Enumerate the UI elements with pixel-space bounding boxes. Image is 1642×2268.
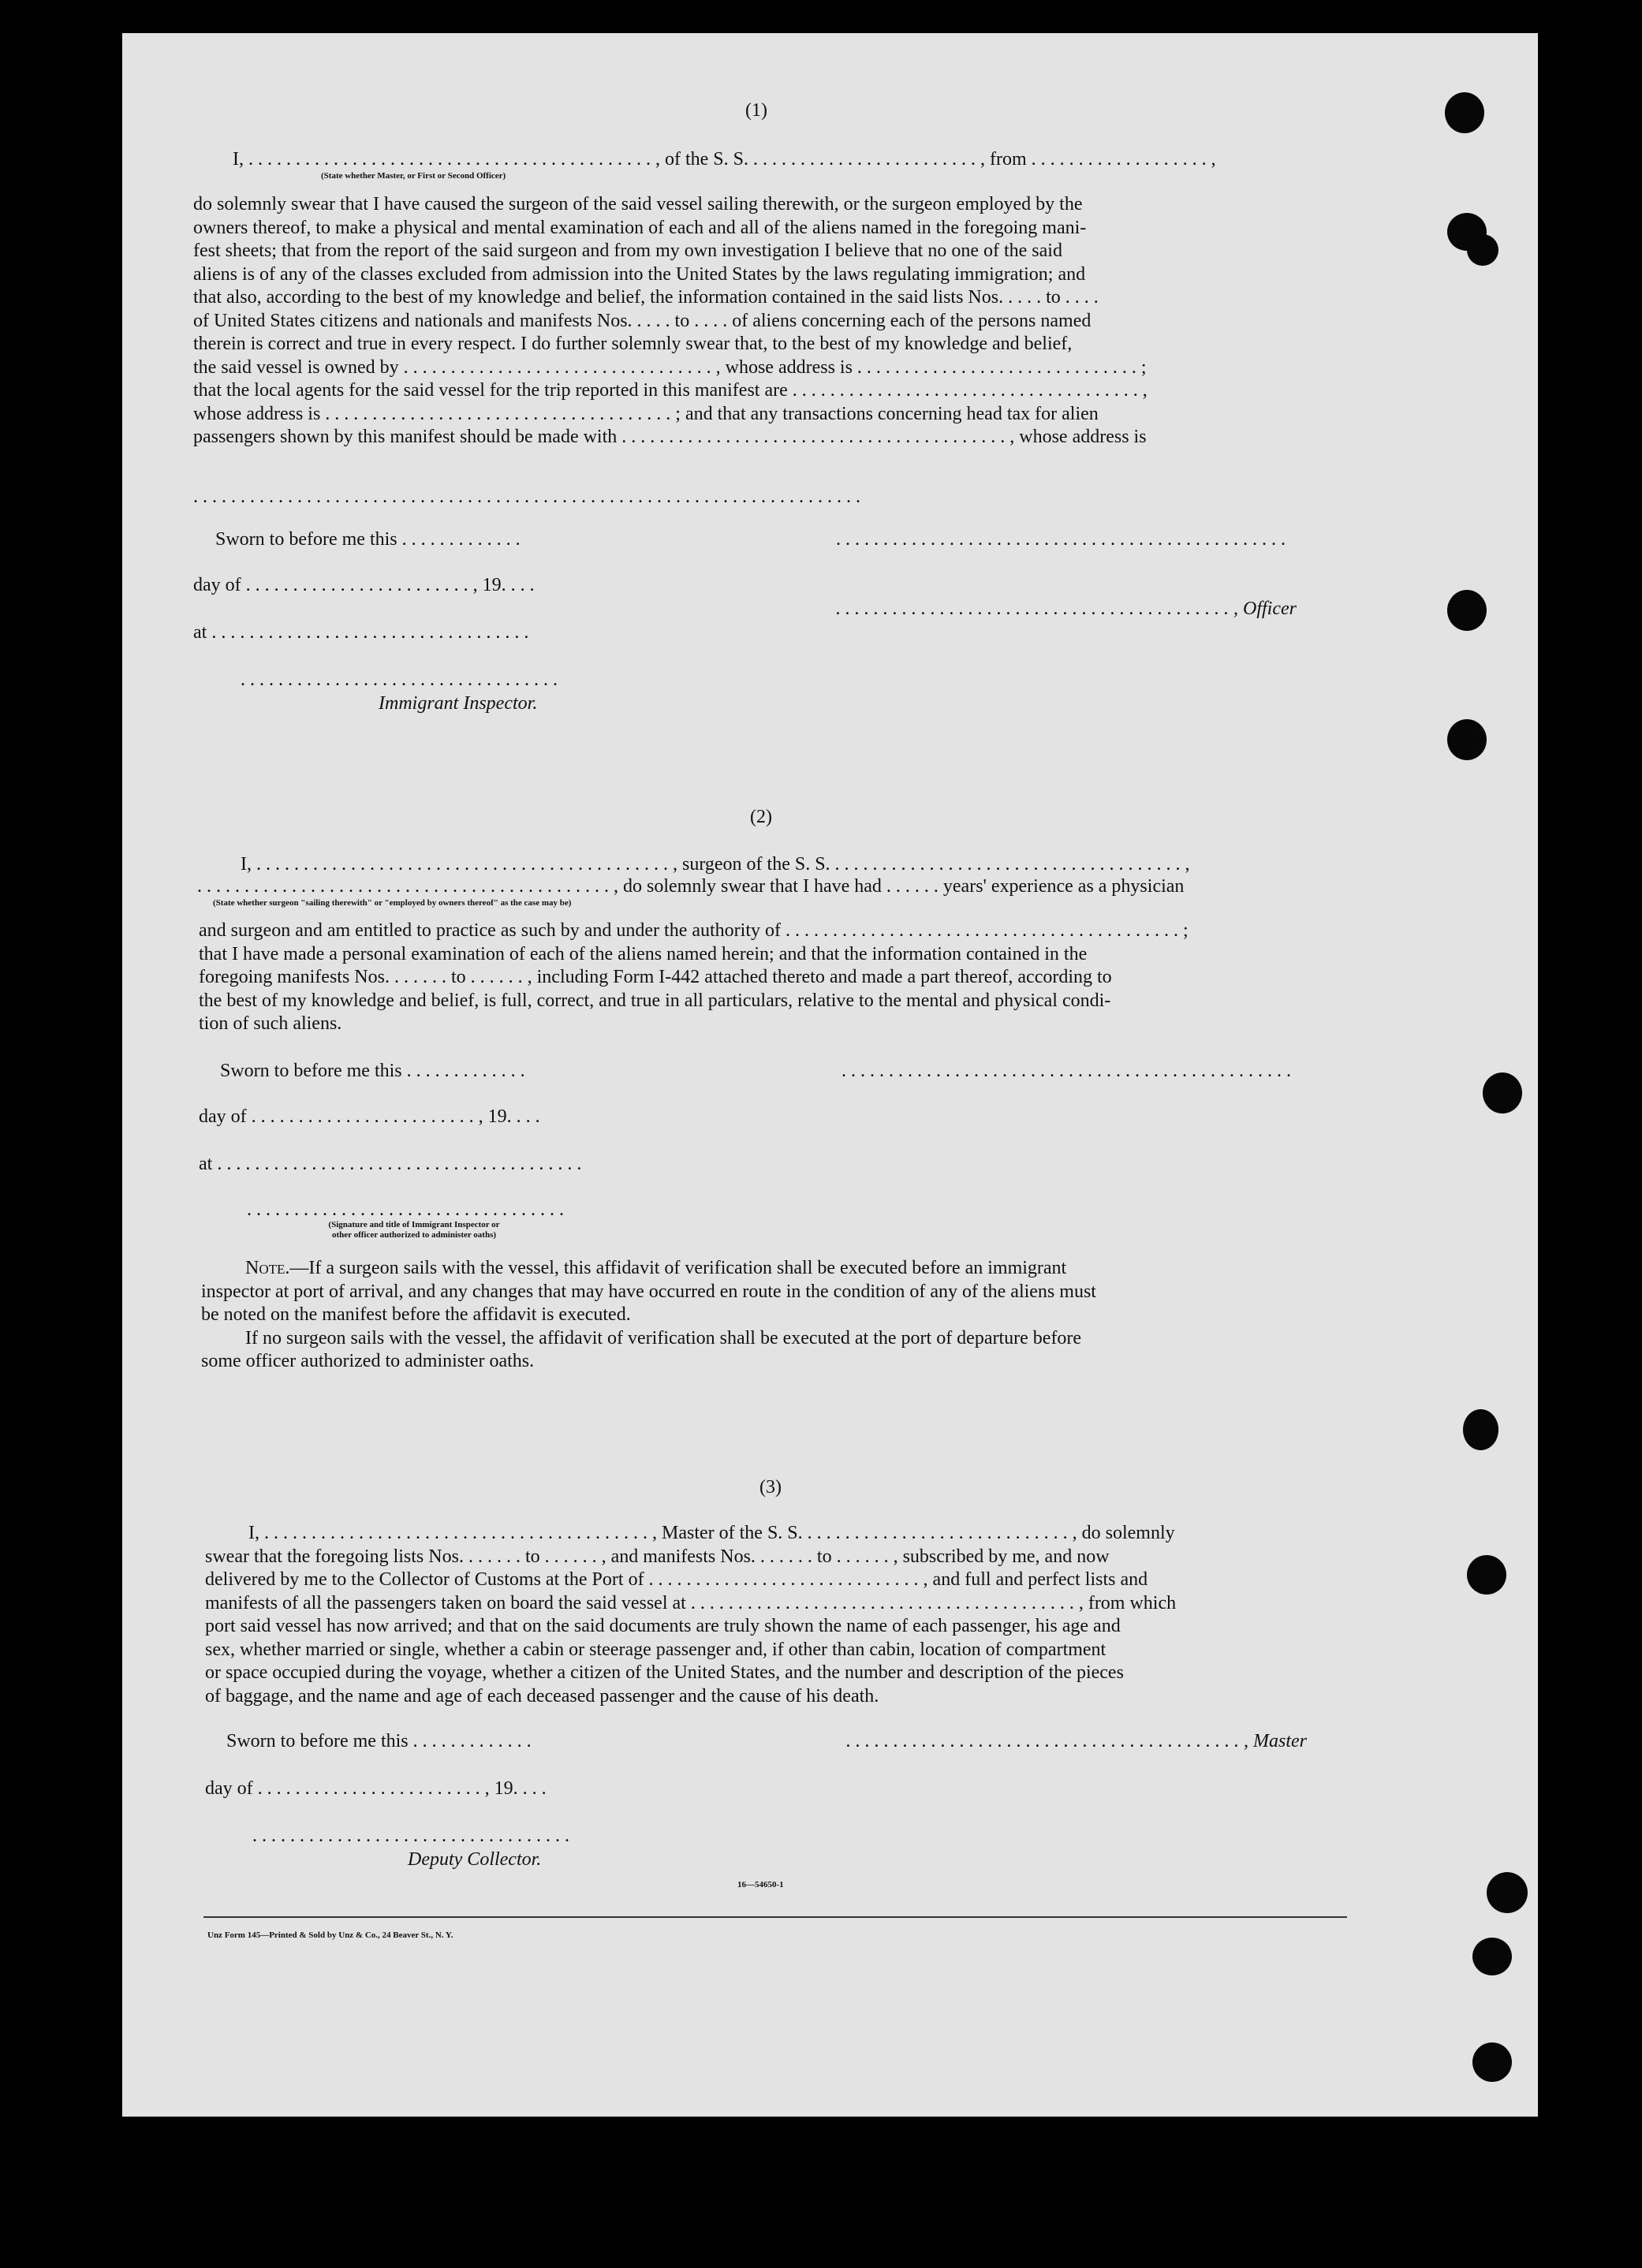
section-2-at: at . . . . . . . . . . . . . . . . . . . . . . . . . . . . . . . . . . . . . . . xyxy=(199,1154,582,1174)
note-line: inspector at port of arrival, and any changes that may have occurred en route in the condition of any of the aliens must xyxy=(201,1281,1096,1302)
section-2-inspector-dots: . . . . . . . . . . . . . . . . . . . . . . . . . . . . . . . . . . xyxy=(247,1199,564,1220)
print-code: 16—54650-1 xyxy=(737,1880,784,1889)
section-1-officer-note: (State whether Master, or First or Second Officer) xyxy=(321,171,506,181)
body-line: the said vessel is owned by . . . . . . . . . . . . . . . . . . . . . . . . . . . . . . . . . , whose address is . . . . . . . . . . . . . . . . . . . . . . . . . . . . . . ; xyxy=(193,356,1147,378)
printer-imprint: Unz Form 145—Printed & Sold by Unz & Co., 24 Beaver St., N. Y. xyxy=(207,1930,453,1940)
section-1-trailing-dots: . . . . . . . . . . . . . . . . . . . . . . . . . . . . . . . . . . . . . . . . . . . . . . . . . . . . . . . . . . . . . . . . . . . . . . . xyxy=(193,487,860,507)
body-line: passengers shown by this manifest should be made with . . . . . . . . . . . . . . . . . . . . . . . . . . . . . . . . . . . . . . . . . , whose address is xyxy=(193,427,1147,447)
note-line xyxy=(201,1257,1341,1281)
section-2-sworn: Sworn to before me this . . . . . . . . . . . . . xyxy=(220,1061,525,1081)
body-line: the best of my knowledge and belief, is full, correct, and true in all particulars, relative to the mental and physical condi- xyxy=(199,990,1111,1011)
section-3-collector-dots: . . . . . . . . . . . . . . . . . . . . . . . . . . . . . . . . . . xyxy=(252,1826,569,1846)
body-line: I, . . . . . . . . . . . . . . . . . . . . . . . . . . . . . . . . . . . . . . . . . , Master of the S. S. . . . . . . . . . . . . . . . . . . . . . . . . . . . . , do solemnly xyxy=(248,1523,1175,1543)
section-3-affidavit-body xyxy=(205,1522,1345,1708)
section-3-collector-label: Deputy Collector. xyxy=(408,1849,542,1870)
punch-hole xyxy=(1463,1409,1498,1450)
body-line: of United States citizens and nationals and manifests Nos. . . . . to . . . . of aliens concerning each of the persons named xyxy=(193,310,1092,331)
section-3-number: (3) xyxy=(759,1477,782,1498)
body-line: port said vessel has now arrived; and that on the said documents are truly shown the name of each passenger, his age and xyxy=(205,1616,1121,1636)
section-1-opening-line: I, . . . . . . . . . . . . . . . . . . . . . . . . . . . . . . . . . . . . . . . . . . . , of the S. S. . . . . . . . . . . . . . . . . . . . . . . . . , from . . . . . . . . . . . . . . . . . . . , xyxy=(233,149,1216,170)
note-line: If no surgeon sails with the vessel, the affidavit of verification shall be executed at the port of departure before xyxy=(245,1327,1082,1348)
body-line: and surgeon and am entitled to practice as such by and under the authority of . . . . . . . . . . . . . . . . . . . . . . . . . . . . . . . . . . . . . . . . . . ; xyxy=(199,920,1189,941)
section-2-line-2: . . . . . . . . . . . . . . . . . . . . . . . . . . . . . . . . . . . . . . . . . . . . , do solemnly swear that I have had . . . . . . years' experience as a physician xyxy=(197,876,1185,897)
section-1-inspector-label: Immigrant Inspector. xyxy=(379,693,538,714)
section-1-day: day of . . . . . . . . . . . . . . . . . . . . . . . . , 19. . . . xyxy=(193,575,535,595)
note-text: —If a surgeon sails with the vessel, this affidavit of verification shall be executed before an immigrant xyxy=(289,1258,1067,1278)
section-1-sworn: Sworn to before me this . . . . . . . . . . . . . xyxy=(215,529,521,550)
body-line: manifests of all the passengers taken on board the said vessel at . . . . . . . . . . . . . . . . . . . . . . . . . . . . . . . . . . . . . . . . . , from which xyxy=(205,1592,1177,1613)
section-1-inspector-dots: . . . . . . . . . . . . . . . . . . . . . . . . . . . . . . . . . . xyxy=(241,670,558,690)
body-line: that also, according to the best of my knowledge and belief, the information contained in the said lists Nos. . . . . to . . . . xyxy=(193,287,1099,308)
note-line: some officer authorized to administer oaths. xyxy=(201,1351,535,1371)
body-line: whose address is . . . . . . . . . . . . . . . . . . . . . . . . . . . . . . . . . . . . . ; and that any transactions concerning head tax for alien xyxy=(193,403,1099,424)
section-1-number: (1) xyxy=(745,100,767,121)
body-line: or space occupied during the voyage, whether a citizen of the United States, and the number and description of the pieces xyxy=(205,1662,1124,1683)
section-1-officer-line: . . . . . . . . . . . . . . . . . . . . . . . . . . . . . . . . . . . . . . . . . . , Officer xyxy=(836,599,1297,619)
punch-hole xyxy=(1487,1872,1528,1913)
body-line: that I have made a personal examination of each of the aliens named herein; and that the information contained in the xyxy=(199,943,1088,964)
section-3-day: day of . . . . . . . . . . . . . . . . . . . . . . . . , 19. . . . xyxy=(205,1778,547,1799)
section-2-number: (2) xyxy=(750,807,772,827)
section-2-day: day of . . . . . . . . . . . . . . . . . . . . . . . . , 19. . . . xyxy=(199,1106,540,1127)
form-page xyxy=(122,33,1538,2117)
body-line: delivered by me to the Collector of Customs at the Port of . . . . . . . . . . . . . . . . . . . . . . . . . . . . . , and full and perfect lists and xyxy=(205,1569,1148,1590)
section-2-line-1: I, . . . . . . . . . . . . . . . . . . . . . . . . . . . . . . . . . . . . . . . . . . . . , surgeon of the S. S. . . . . . . . . . . . . . . . . . . . . . . . . . . . . . . . . . . . . . , xyxy=(241,854,1190,875)
body-line: tion of such aliens. xyxy=(199,1013,342,1034)
note-head: Note. xyxy=(245,1258,290,1278)
section-2-inspector-label-2: other officer authorized to administer oaths) xyxy=(331,1230,497,1240)
body-line: that the local agents for the said vessel for the trip reported in this manifest are . . . . . . . . . . . . . . . . . . . . . . . . . . . . . . . . . . . . . , xyxy=(193,380,1148,401)
section-3-sworn: Sworn to before me this . . . . . . . . . . . . . xyxy=(226,1731,532,1751)
punch-hole xyxy=(1447,719,1487,760)
body-line: swear that the foregoing lists Nos. . . . . . . to . . . . . . , and manifests Nos. . . . . . . to . . . . . . , subscribed by me, and now xyxy=(205,1546,1110,1567)
section-2-affidavit-body xyxy=(199,920,1338,1036)
section-3-master-line: . . . . . . . . . . . . . . . . . . . . . . . . . . . . . . . . . . . . . . . . . . , Master xyxy=(846,1731,1307,1751)
body-line: of baggage, and the name and age of each deceased passenger and the cause of his death. xyxy=(205,1685,879,1707)
punch-hole xyxy=(1472,1938,1512,1975)
punch-hole xyxy=(1467,1555,1506,1595)
punch-hole xyxy=(1483,1072,1522,1113)
body-line: do solemnly swear that I have caused the surgeon of the said vessel sailing therewith, or the surgeon employed by the xyxy=(193,194,1083,214)
section-1-at: at . . . . . . . . . . . . . . . . . . . . . . . . . . . . . . . . . . xyxy=(193,622,529,643)
section-1-affidavit-body xyxy=(193,193,1333,449)
body-line: sex, whether married or single, whether a cabin or steerage passenger and, if other than cabin, location of compartment xyxy=(205,1639,1106,1660)
footer-rule xyxy=(203,1916,1347,1918)
punch-hole xyxy=(1445,92,1484,133)
body-line: fest sheets; that from the report of the said surgeon and from my own investigation I believe that no one of the said xyxy=(193,241,1062,261)
section-2-surgeon-note: (State whether surgeon "sailing therewith" or "employed by owners thereof" as the case may be) xyxy=(213,898,572,908)
body-line: therein is correct and true in every respect. I do further solemnly swear that, to the best of my knowledge and belief, xyxy=(193,334,1073,354)
section-2-note xyxy=(201,1257,1341,1374)
section-1-signature-dots: . . . . . . . . . . . . . . . . . . . . . . . . . . . . . . . . . . . . . . . . . . . . . . . . xyxy=(836,529,1286,550)
section-2-inspector-label-1: (Signature and title of Immigrant Inspector or xyxy=(328,1220,500,1229)
body-line: aliens is of any of the classes excluded from admission into the United States by the laws regulating immigration; and xyxy=(193,263,1086,285)
body-line: foregoing manifests Nos. . . . . . . to . . . . . . , including Form I-442 attached thereto and made a part thereof, according to xyxy=(199,967,1112,987)
body-line: owners thereof, to make a physical and mental examination of each and all of the aliens named in the foregoing mani- xyxy=(193,217,1087,238)
note-line: be noted on the manifest before the affidavit is executed. xyxy=(201,1304,631,1325)
punch-hole xyxy=(1447,590,1487,631)
section-2-signature-dots: . . . . . . . . . . . . . . . . . . . . . . . . . . . . . . . . . . . . . . . . . . . . . . . . xyxy=(842,1061,1291,1081)
punch-hole xyxy=(1472,2042,1512,2082)
punch-hole xyxy=(1467,234,1498,266)
